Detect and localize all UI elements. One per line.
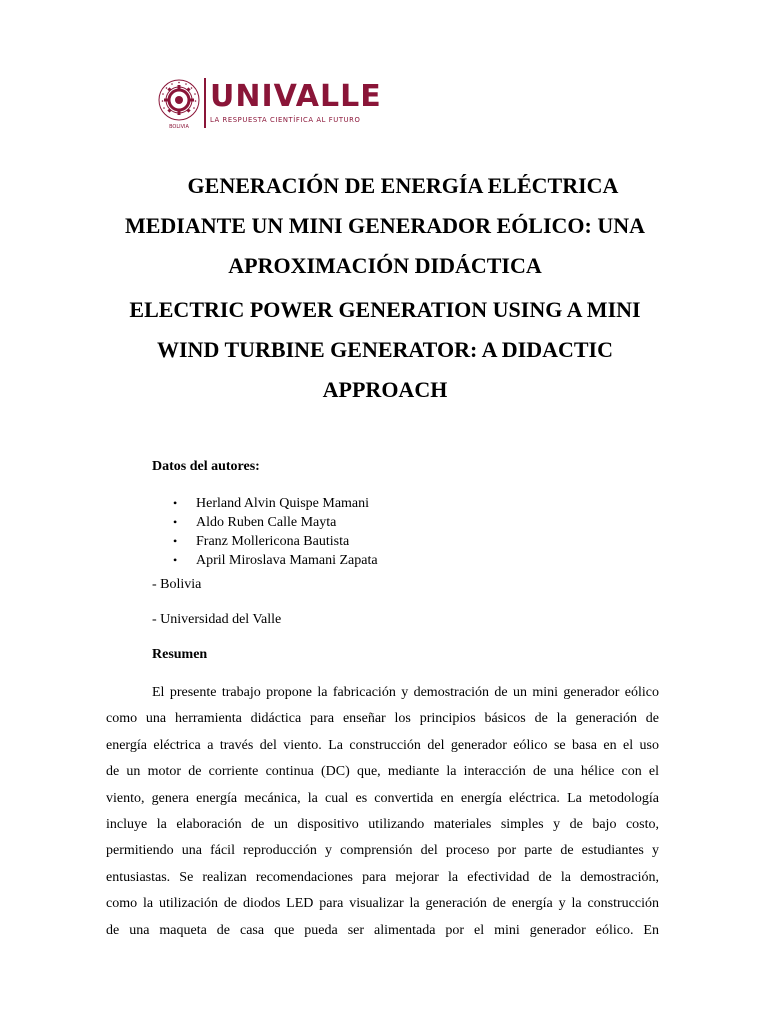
logo-divider (204, 78, 206, 128)
author-country: - Bolivia (152, 577, 202, 592)
abstract-line: viento, genera energía mecánica, la cual es convertida en energía eléctrica. La metodología (106, 790, 659, 806)
bullet-icon: • (173, 496, 178, 510)
abstract-line: permitiendo una fácil reproducción y comprensión del proceso por parte de estudiantes y (106, 843, 659, 859)
university-logo (157, 74, 382, 132)
author-name: Aldo Ruben Calle Mayta (196, 515, 337, 530)
title-english (90, 290, 680, 410)
author-item (152, 551, 378, 570)
title-spanish (90, 166, 680, 286)
logo-text (210, 79, 382, 124)
author-item (152, 532, 378, 551)
abstract-line: como una herramienta didáctica para enseñar los principios básicos de la generación de (106, 711, 659, 727)
abstract-heading: Resumen (152, 647, 208, 662)
bullet-icon: • (173, 553, 178, 567)
author-university: - Universidad del Valle (152, 612, 282, 627)
svg-text:BOLIVIA: BOLIVIA (169, 124, 189, 130)
author-item (152, 494, 378, 513)
author-item (152, 513, 378, 532)
author-name: April Miroslava Mamani Zapata (196, 553, 378, 568)
title-es-line-3: APROXIMACIÓN DIDÁCTICA (228, 253, 542, 278)
brand-tagline: LA RESPUESTA CIENTÍFICA AL FUTURO (210, 116, 361, 124)
abstract-body (106, 680, 659, 944)
brand-name: UNIVALLE (210, 79, 382, 114)
abstract-line: El presente trabajo propone la fabricación y demostración de un mini generador eólico (152, 685, 659, 700)
bullet-icon: • (173, 515, 178, 529)
authors-list (152, 494, 378, 570)
abstract-line: de un motor de corriente continua (DC) que, mediante la interacción de una hélice con el (106, 764, 659, 780)
abstract-line: incluye la elaboración de un dispositivo utilizando materiales simples y de bajo costo, (106, 816, 659, 832)
authors-heading: Datos del autores: (152, 459, 260, 474)
abstract-line: energía eléctrica a través del viento. La construcción del generador eólico se basa en el uso (106, 737, 659, 753)
title-en-line-2: WIND TURBINE GENERATOR: A DIDACTIC (157, 337, 613, 362)
title-es-line-1: GENERACIÓN DE ENERGÍA ELÉCTRICA (187, 173, 619, 198)
title-es-line-2: MEDIANTE UN MINI GENERADOR EÓLICO: UNA (124, 213, 646, 238)
author-name: Franz Mollericona Bautista (196, 534, 350, 549)
title-en-line-3: APPROACH (322, 377, 448, 402)
university-seal-icon (157, 74, 201, 132)
title-en-line-1: ELECTRIC POWER GENERATION USING A MINI (129, 297, 641, 322)
bullet-icon: • (173, 534, 178, 548)
abstract-line: entusiastas. Se realizan recomendaciones para mejorar la efectividad de la demostración, (106, 869, 659, 885)
author-name: Herland Alvin Quispe Mamani (196, 496, 370, 511)
abstract-line: como la utilización de diodos LED para visualizar la generación de energía y la construcción (106, 896, 659, 912)
abstract-line: de una maqueta de casa que pueda ser alimentada por el mini generador eólico. En (106, 922, 659, 938)
